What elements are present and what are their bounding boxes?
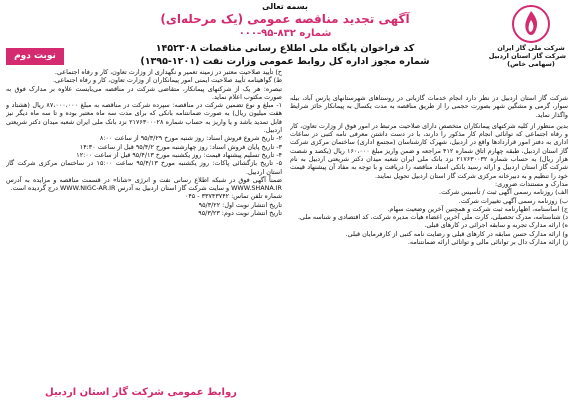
schedule-item: ۵- تاریخ بازگشائی پاکات: روز یکشنبه مورخ ۹۵/۴/۱۳ ساعت ۱۵:۰۰ در ساختمان مرکزی شرکت گاز استان اردبیل. (6, 159, 282, 176)
intro-paragraph: شرکت گاز استان اردبیل در نظر دارد انجام خدمات گازبانی در روستاهای شهرستانهای پارس آباد، بیله سوار، گرمی و مشگین شهر بصورت حجمی را از طریق مناقصه به مدت یکسال به پیمانکار حائز شرایط واگذار نماید. (290, 94, 568, 119)
requirements-heading: مدارک و مستندات ضروری: (495, 179, 568, 188)
company-logo (488, 4, 566, 68)
requirement-item: الف) روزنامه رسمی آگهی ثبت / تأسیس شرکت. (439, 188, 568, 197)
bismillah: بسمه تعالی (262, 2, 308, 11)
license-number: شماره مجوز اداره کل روابط عمومی وزارت نفت (۱۲۰۱-۱۳۹۵) (140, 56, 430, 67)
notice-title: آگهی تجدید مناقصه عمومی (یک مرحله‌ای) (160, 12, 410, 26)
requirement-item: ح) تأیید صلاحیت معتبر در زمینه تعمیر و نگهداری از وزارت تعاون، کار و رفاه اجتماعی. (54, 68, 282, 76)
requirement-item: ه) ارائه مدارک تجربه و سابقه اجرائی در کارهای قبلی. (424, 221, 568, 230)
schedule-item: ۲- تاریخ شروع فروش اسناد: روز شنبه مورخ ۹۵/۳/۲۹ از ساعت ۸:۰۰ (99, 134, 282, 143)
left-column (6, 68, 282, 386)
schedule-item: ۳- تاریخ پایان فروش اسناد: روز چهارشنبه مورخ ۹۵/۴/۲ قبل از ساعت ۱۴:۳۰ (79, 142, 282, 151)
tender-code: کد فراخوان پایگاه ملی اطلاع رسانی مناقصات ۱۴۵۲۳۰۸ (155, 43, 415, 54)
requirement-item: ط) گواهینامه تأیید صلاحیت ایمنی امور پیمانکاران از وزارت تعاون، کار و رفاه اجتماعی. (52, 76, 282, 85)
note-paragraph: تبصره: هر یک از شرکتهای پیمانکار، متقاضی شرکت در مناقصه می‌بایست علاوه بر مدارک فوق به صورت مکتوب اعلام نماید. (6, 84, 282, 101)
header-text-block (100, 2, 470, 68)
logo-line-2: شرکت گاز استان اردبیل (488, 52, 566, 60)
second-publication-date: تاریخ انتشار نوبت دوم: ۹۵/۳/۲۳ (198, 209, 282, 218)
requirement-item: و) ارائه مدارک حسن سابقه در کارهای قبلی و رضایت نامه کتبی از کارفرمایان قبلی. (345, 229, 568, 238)
first-publication-date: تاریخ انتشار نوبت اول: ۹۵/۳/۲۲ (198, 200, 282, 209)
notice-number: شماره ۸۳۲-۹۵-۰۰۰ (238, 28, 332, 39)
guarantee-item: ۱- مبلغ و نوع تضمین شرکت در مناقصه: سپرده شرکت در مناقصه به مبلغ ۸۷،۰۰۰،۰۰۰ ریال (هشتاد و هفت میلیون ریال) به صورت ضمانتنامه بانکی که برای مدت سه ماه معتبر بوده و تا سه ماه دیگر نیز قابل تمدید باشد و یا واریز به حساب شماره ۲۱۷۶۳۰۰۰۲۸ نزد بانک ملی ایران شعبه میدان دکتر شریعتی اردبیل. (6, 101, 282, 135)
publication-round-badge: نوبت دوم (6, 48, 64, 65)
contact-phone: شماره تلفن تماس: ۳۳۷۴۳۷۴۲ - ۰۴۵ (184, 192, 282, 201)
schedule-item: ۴- تاریخ تسلیم پیشنهاد قیمت: روز یکشنبه مورخ ۹۵/۴/۱۳ قبل از ساعت ۱۲:۰۰ (76, 150, 282, 159)
public-relations-signature: روابط عمومی شرکت گاز استان اردبیل (45, 387, 237, 398)
right-column (290, 94, 568, 404)
requirement-item: ز) ارائه مدارک دال بر توانائی مالی و توانائی ارائه ضمانتنامه. (407, 238, 568, 247)
flame-logo-icon (511, 4, 551, 44)
logo-line-3: (سهامی خاص) (507, 60, 555, 68)
requirement-item: ب) روزنامه رسمی آگهی تغییرات شرکت. (458, 196, 568, 205)
requirement-item: ج) اساسنامه، اظهارنامه ثبت شرکت و همچنین آخرین وضعیت سهام. (387, 204, 568, 213)
requirement-item: د) شناسنامه، مدرک تحصیلی، کارت ملی آخرین اعضاء هیأت مدیره شرکت، کد اقتصادی و شناسه ملی. (297, 213, 568, 222)
websites-paragraph: ضمناً آگهی فوق در شبکه اطلاع رسانی نفت و انرژی «شانا» در قسمت مناقصه و مزایده به آدرس WWW.SHANA.IR و سایت شرکت گاز استان اردبیل به آدرس WWW.NIGC-AR.IR درج گردیده است. (6, 175, 282, 193)
instructions-paragraph: بدین منظور از کلیه شرکتهای پیمانکاران متخصص دارای صلاحیت مرتبط در امور فوق از وزارت تعاون، کار و رفاه اجتماعی که توانائی انجام کار مذکور را دارند، با در دست داشتن معرفی نامه کتبی در ساعات اداری به دفتر امور قراردادها واقع در اردبیل، شهرک کارشناسان (مجتمع اداری) ساختمان مرکزی شرکت گاز استان اردبیل، طبقه چهارم اتاق شماره ۴۱۲ مراجعه و ضمن واریز مبلغ ۱۶۰،۰۰۰ ریال (یکصد و شصت هزار ریال) به حساب شماره ۲۱۷۶۳۰۰۳۲ نزد بانک ملی ایران شعبه میدان دکتر شریعتی اردبیل به نام شرکت گاز استان اردبیل و ارائه رسید بانکی اسناد مناقصه را دریافت و با توجه به مفاد آن پیشنهاد قیمت خود را تنظیم و به دبیرخانه مرکزی شرکت گاز استان اردبیل تحویل نمایند. (290, 121, 568, 180)
logo-line-1: شرکت ملی گاز ایران (497, 44, 565, 52)
